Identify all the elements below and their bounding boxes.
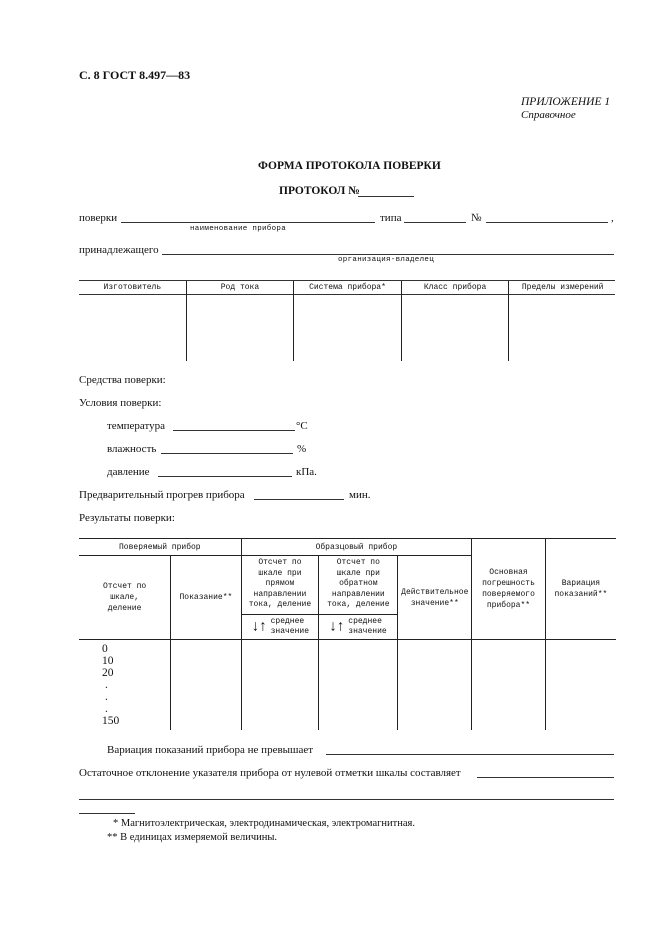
- reverse-cell[interactable]: [319, 640, 398, 730]
- scale-value: 10: [102, 655, 114, 667]
- temperature-label: температура: [107, 420, 166, 432]
- scale-value: .: [105, 691, 108, 703]
- col-reverse: Отсчет по шкале при обратном направлении тока, деление: [319, 556, 398, 615]
- direction-arrows-icon: ↓↑: [329, 618, 345, 635]
- group-checked: Поверяемый прибор: [79, 539, 241, 556]
- scale-value: .: [105, 703, 108, 715]
- cell-manufacturer[interactable]: [79, 295, 186, 361]
- variation-text: Вариация показаний прибора не превышает: [107, 744, 314, 756]
- scale-value: 20: [102, 667, 114, 679]
- error-cell[interactable]: [472, 640, 546, 730]
- number-sign: №: [471, 212, 482, 224]
- residual-text: Остаточное отклонение указателя прибора от нулевой отметки шкалы составляет: [79, 767, 461, 779]
- humidity-unit: %: [297, 443, 307, 455]
- warmup-unit: мин.: [349, 489, 371, 501]
- results-table: [79, 538, 616, 730]
- instrument-info-table: [79, 281, 616, 361]
- direction-arrows-icon: ↓↑: [251, 618, 267, 635]
- col-reading: Показание**: [171, 556, 241, 640]
- col-forward: Отсчет по шкале при прямом направлении тока, деление: [241, 556, 319, 615]
- col-actual: Действительное значение**: [398, 556, 472, 640]
- group-reference: Образцовый прибор: [241, 539, 472, 556]
- owner-field[interactable]: [162, 254, 614, 255]
- instrument-name-field[interactable]: [121, 222, 375, 223]
- serial-number-field[interactable]: [486, 222, 608, 223]
- pressure-label: давление: [107, 466, 150, 478]
- pressure-field[interactable]: [158, 476, 292, 477]
- humidity-label: влажность: [107, 443, 157, 455]
- extra-field[interactable]: [79, 799, 614, 800]
- forward-cell[interactable]: [241, 640, 319, 730]
- variation-field[interactable]: [326, 754, 614, 755]
- col-error: Основная погрешность поверяемого прибора**: [472, 539, 546, 640]
- scale-value: 0: [102, 643, 108, 655]
- temperature-unit: °С: [296, 420, 308, 432]
- humidity-field[interactable]: [161, 453, 293, 454]
- verification-label: поверки: [79, 212, 118, 224]
- forward-avg-cell: [241, 615, 319, 640]
- temperature-field[interactable]: [173, 430, 295, 431]
- type-label: типа: [380, 212, 402, 224]
- reverse-avg-label: среднее значение: [348, 617, 387, 636]
- header-limits: Пределы измерений: [509, 281, 616, 295]
- scale-value: 150: [102, 715, 120, 727]
- owner-hint: организация-владелец: [338, 256, 435, 264]
- warmup-label: Предварительный прогрев прибора: [79, 489, 245, 501]
- comma: ,: [611, 212, 614, 224]
- residual-field[interactable]: [477, 777, 614, 778]
- belonging-label: принадлежащего: [79, 244, 159, 256]
- protocol-label: ПРОТОКОЛ №: [279, 185, 360, 197]
- scale-values-cell: [79, 640, 171, 730]
- conditions-label: Условия поверки:: [79, 397, 162, 409]
- means-label: Средства поверки:: [79, 374, 166, 386]
- reading-cell[interactable]: [171, 640, 241, 730]
- scale-value: .: [105, 679, 108, 691]
- type-field[interactable]: [404, 222, 466, 223]
- pressure-unit: кПа.: [296, 466, 317, 478]
- variation-cell[interactable]: [545, 640, 616, 730]
- cell-current-type[interactable]: [186, 295, 293, 361]
- footnote-2: ** В единицах измеряемой величины.: [107, 832, 278, 843]
- results-label: Результаты поверки:: [79, 512, 175, 524]
- col-variation: Вариация показаний**: [545, 539, 616, 640]
- footnote-divider: [79, 813, 135, 814]
- header-manufacturer: Изготовитель: [79, 281, 186, 295]
- reverse-avg-cell: [319, 615, 398, 640]
- warmup-field[interactable]: [254, 499, 344, 500]
- form-title: ФОРМА ПРОТОКОЛА ПОВЕРКИ: [258, 160, 441, 172]
- appendix-title: ПРИЛОЖЕНИЕ 1: [521, 96, 611, 108]
- forward-avg-label: среднее значение: [270, 617, 309, 636]
- actual-cell[interactable]: [398, 640, 472, 730]
- cell-class[interactable]: [401, 295, 509, 361]
- cell-system[interactable]: [294, 295, 402, 361]
- protocol-number-field[interactable]: [358, 196, 414, 197]
- footnote-1: * Магнитоэлектрическая, электродинамическая, электромагнитная.: [113, 818, 415, 829]
- col-scale: Отсчет по шкале, деление: [79, 556, 171, 640]
- header-current-type: Род тока: [186, 281, 293, 295]
- instrument-name-hint: наименование прибора: [190, 225, 287, 233]
- header-class: Класс прибора: [401, 281, 509, 295]
- cell-limits[interactable]: [509, 295, 616, 361]
- page-header: С. 8 ГОСТ 8.497—83: [79, 68, 191, 82]
- header-system: Система прибора*: [294, 281, 402, 295]
- appendix-subtitle: Справочное: [521, 109, 576, 121]
